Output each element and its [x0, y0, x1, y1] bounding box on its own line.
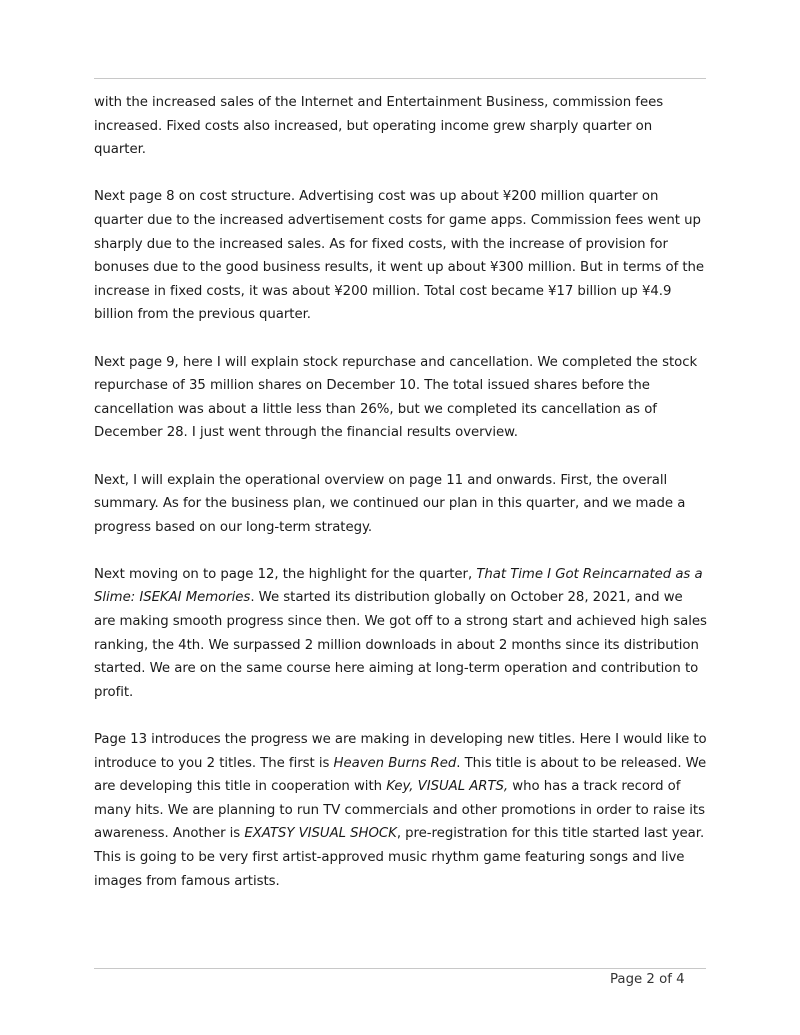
text-segment: , pre-registration for this title started last year. This is going to be very first artist-approved music rhythm game featuring songs and live images from famous artists. [94, 826, 705, 889]
paragraph [94, 563, 708, 705]
paragraph [94, 185, 708, 327]
paragraph [94, 351, 708, 445]
text-segment: Next page 9, here I will explain stock repurchase and cancellation. We completed the stock repurchase of 35 million shares on December 10. The total issued shares before the cancellation was about a little less than 26%, but we completed its cancellation as of December 28. I just went through the financial results overview. [94, 354, 698, 441]
page-number: Page 2 of 4 [610, 972, 685, 987]
partner-name: Key, VISUAL ARTS, [386, 779, 509, 795]
game-title: That Time I Got Reincarnated as a Slime: ISEKAI Memories [94, 566, 703, 606]
paragraph [94, 469, 708, 540]
paragraph [94, 728, 708, 893]
text-segment: who has a track record of many hits. We are planning to run TV commercials and other promotions in order to raise its awareness. Another is [94, 779, 705, 842]
text-segment: Next, I will explain the operational overview on page 11 and onwards. First, the overall summary. As for the business plan, we continued our plan in this quarter, and we made a progress based on our long-term strategy. [94, 472, 686, 535]
text-segment: . This title is about to be released. We are developing this title in cooperation with [94, 755, 707, 795]
game-title: EXATSY VISUAL SHOCK [244, 826, 397, 842]
document-body [94, 91, 708, 917]
text-segment: Page 13 introduces the progress we are making in developing new titles. Here I would like to introduce to you 2 titles. The first is [94, 732, 707, 771]
header-divider [94, 78, 706, 79]
game-title: Heaven Burns Red [333, 755, 457, 771]
text-segment: . We started its distribution globally on October 28, 2021, and we are making smooth progress since then. We got off to a strong start and achieved high sales ranking, the 4th. We surpassed 2 million downloads in about 2 months since its distribution started. We are on the same course here aiming at long-term operation and contribution to profit. [94, 590, 707, 700]
text-segment: Next moving on to page 12, the highlight for the quarter, [94, 566, 477, 582]
paragraph [94, 91, 708, 162]
text-segment: Next page 8 on cost structure. Advertising cost was up about ¥200 million quarter on quarter due to the increased advertisement costs for game apps. Commission fees went up sharply due to the increased sales. As for fixed costs, with the increase of provision for bonuses due to the good business results, it went up about ¥300 million. But in terms of the increase in fixed costs, it was about ¥200 million. Total cost became ¥17 billion up ¥4.9 billion from the previous quarter. [94, 189, 705, 323]
text-segment: with the increased sales of the Internet and Entertainment Business, commission fees increased. Fixed costs also increased, but operating income grew sharply quarter on quarter. [94, 95, 664, 158]
footer-divider [94, 968, 706, 969]
